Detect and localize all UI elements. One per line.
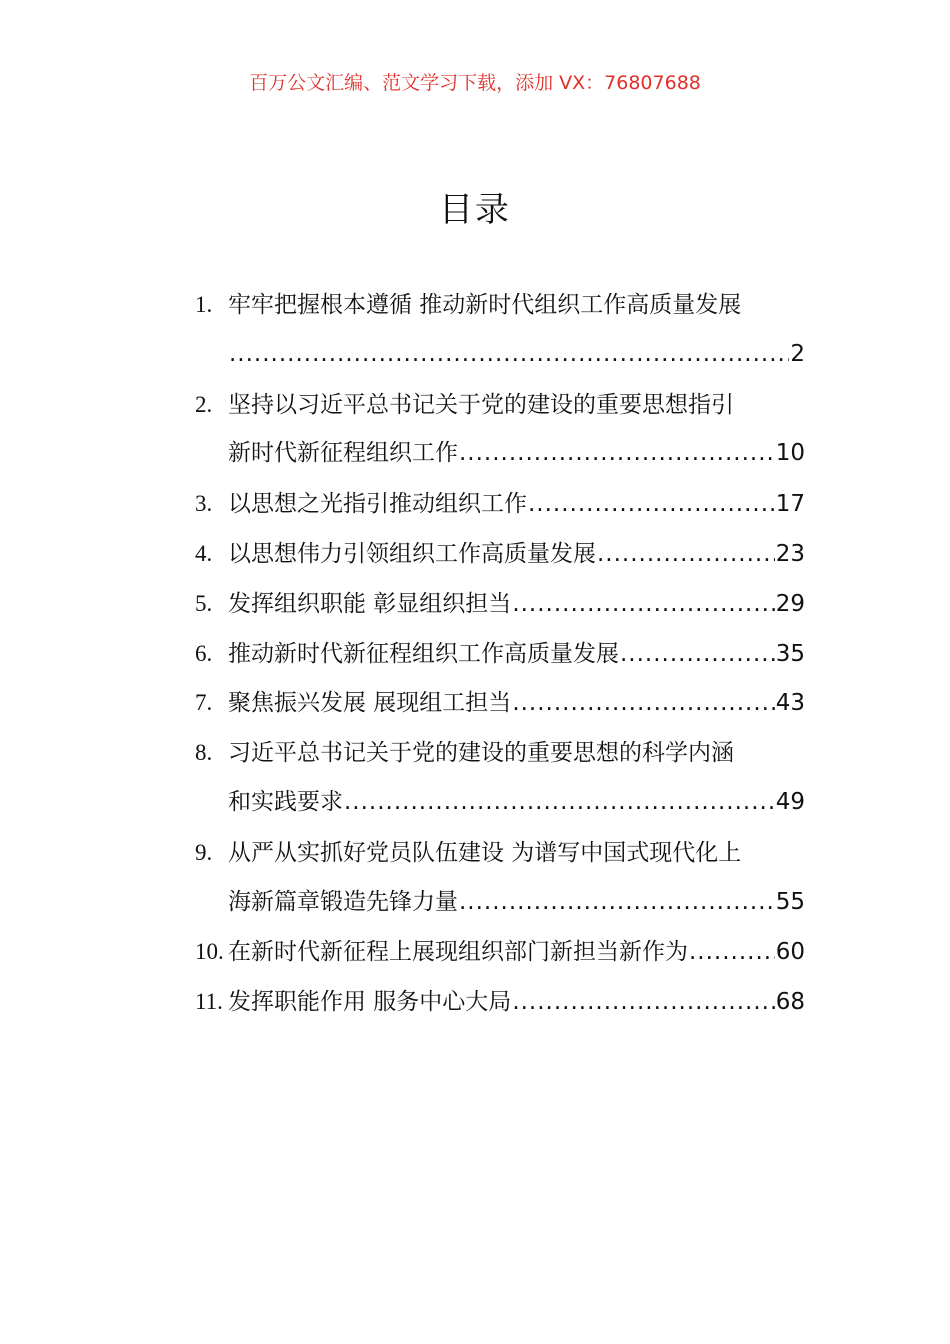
toc-title: 以思想伟力引领组织工作高质量发展 bbox=[228, 540, 596, 567]
toc-page-number: 60 bbox=[775, 939, 805, 966]
toc-page-number: 35 bbox=[775, 640, 805, 667]
toc-entry[interactable] bbox=[195, 828, 805, 928]
toc-page-number: 49 bbox=[775, 788, 805, 815]
toc-page-number: 29 bbox=[775, 590, 805, 617]
watermark-header: 百万公文汇编、范文学习下载，添加 VX：76807688 bbox=[249, 72, 701, 94]
toc-page-number: 43 bbox=[775, 690, 805, 717]
toc-entry[interactable] bbox=[195, 927, 805, 977]
toc-entry[interactable] bbox=[195, 380, 805, 480]
toc-title: 聚焦振兴发展 展现组工担当 bbox=[228, 690, 512, 717]
toc-line bbox=[195, 479, 805, 529]
toc-number: 7. bbox=[195, 690, 213, 716]
toc-title: 从严从实抓好党员队伍建设 为谱写中国式现代化上 bbox=[228, 839, 742, 866]
toc-title: 海新篇章锻造先锋力量 bbox=[228, 888, 458, 915]
toc-line bbox=[195, 828, 805, 878]
dot-leader bbox=[597, 530, 775, 580]
toc-number: 3. bbox=[195, 491, 213, 517]
dot-leader bbox=[459, 878, 775, 928]
dot-leader bbox=[344, 778, 775, 828]
dot-leader bbox=[528, 480, 775, 530]
dot-leader bbox=[229, 330, 789, 380]
toc-number: 2. bbox=[195, 391, 213, 417]
toc-title: 推动新时代新征程组织工作高质量发展 bbox=[228, 640, 619, 667]
toc-line bbox=[195, 778, 805, 828]
table-of-contents bbox=[195, 280, 805, 1027]
dot-leader bbox=[459, 429, 775, 479]
dot-leader bbox=[512, 580, 774, 630]
toc-title: 新时代新征程组织工作 bbox=[228, 440, 458, 467]
toc-line bbox=[195, 380, 805, 430]
toc-line bbox=[195, 529, 805, 579]
toc-title: 牢牢把握根本遵循 推动新时代组织工作高质量发展 bbox=[228, 292, 742, 318]
toc-number: 11. bbox=[195, 989, 223, 1015]
toc-entry[interactable] bbox=[195, 579, 805, 629]
dot-leader bbox=[512, 679, 774, 729]
toc-page-number: 68 bbox=[775, 989, 805, 1016]
toc-title: 发挥职能作用 服务中心大局 bbox=[228, 989, 512, 1016]
toc-line bbox=[195, 429, 805, 479]
toc-number: 6. bbox=[195, 640, 213, 666]
dot-leader bbox=[620, 630, 775, 680]
toc-entry[interactable] bbox=[195, 280, 805, 380]
toc-line bbox=[195, 678, 805, 728]
toc-line bbox=[195, 878, 805, 928]
toc-number: 1. bbox=[195, 292, 213, 317]
toc-entry[interactable] bbox=[195, 529, 805, 579]
toc-line bbox=[195, 280, 805, 330]
dot-leader bbox=[689, 928, 775, 978]
toc-page-number: 10 bbox=[775, 440, 805, 467]
toc-page-number: 17 bbox=[775, 491, 805, 518]
toc-title: 和实践要求 bbox=[228, 788, 343, 815]
toc-page-number: 23 bbox=[775, 540, 805, 567]
toc-entry[interactable] bbox=[195, 479, 805, 529]
toc-line bbox=[195, 330, 805, 380]
toc-number: 10. bbox=[195, 939, 224, 965]
toc-line bbox=[195, 579, 805, 629]
toc-line bbox=[195, 629, 805, 679]
toc-page-number: 2 bbox=[790, 340, 805, 367]
toc-line bbox=[195, 977, 805, 1027]
toc-number: 9. bbox=[195, 839, 213, 865]
toc-line bbox=[195, 728, 805, 778]
toc-line bbox=[195, 927, 805, 977]
page-title: 目录 bbox=[439, 190, 511, 230]
toc-title: 发挥组织职能 彰显组织担当 bbox=[228, 590, 512, 617]
toc-title: 在新时代新征程上展现组织部门新担当新作为 bbox=[228, 939, 688, 966]
dot-leader bbox=[512, 978, 774, 1028]
toc-entry[interactable] bbox=[195, 678, 805, 728]
toc-number: 4. bbox=[195, 540, 213, 566]
toc-entry[interactable] bbox=[195, 629, 805, 679]
toc-number: 5. bbox=[195, 590, 213, 616]
toc-title: 习近平总书记关于党的建设的重要思想的科学内涵 bbox=[228, 740, 734, 767]
toc-title: 以思想之光指引推动组织工作 bbox=[228, 491, 527, 518]
toc-title: 坚持以习近平总书记关于党的建设的重要思想指引 bbox=[228, 391, 734, 418]
toc-number: 8. bbox=[195, 740, 213, 766]
toc-page-number: 55 bbox=[775, 888, 805, 915]
toc-entry[interactable] bbox=[195, 977, 805, 1027]
toc-entry[interactable] bbox=[195, 728, 805, 828]
